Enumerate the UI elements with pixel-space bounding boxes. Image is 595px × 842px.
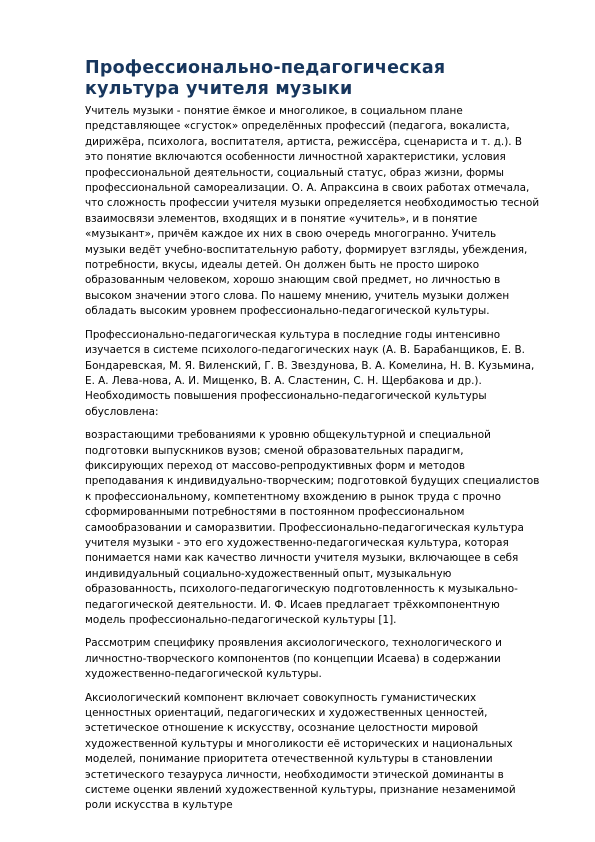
paragraph-4: Рассмотрим специфику проявления аксиологического, технологического и личностно-творческого компонентов (по концепции Исаева) в содержании художественно-педагогической культуры. (85, 637, 502, 681)
paragraph-2: Профессионально-педагогическая культура в последние годы интенсивно изучается в системе психолого-педагогических наук (А. В. Барабанщиков, Е. В. Бондаревская, М. Я. Виленский, Г. В. Звездунова, В. А. Комелина, Н. В. Кузьмина, Е. А. Лева-нова, А. И. Мищенко, В. А. Сластенин, С. Н. Щербакова и др.). Необходимость повышения профессионально-педагогической культуры обусловлена: (85, 328, 535, 418)
paragraph-5: Аксиологический компонент включает совокупность гуманистических ценностных ориентаций, педагогических и художественных ценностей, эстетическое отношение к искусству, осознание целостности мировой художественной культуры и многоликости её исторических и национальных моделей, понимание приоритета отечественной культуры в становлении эстетического тезауруса личности, необходимости этической доминанты в системе оценки явлений художественной культуры, признание незаменимой роли искусства в культуре (85, 691, 516, 812)
paragraph-3: возрастающими требованиями к уровню общекультурной и специальной подготовки выпускников вузов; сменой образовательных парадигм, фиксирующих переход от массово-репродуктивных форм и методов преподавания к индивидуально-творческим; подготовкой будущих специалистов к профессиональному, компетентному вхождению в рынок труда с прочно сформированными потребностями в постоянном профессиональном самообразовании и саморазвитии. Профессионально-педагогическая культура учителя музыки - это его художественно-педагогическая культура, которая понимается нами как качество личности учителя музыки, включающее в себя индивидуальный социально-художественный опыт, музыкальную образованность, психолого-педагогическую подготовленность к музыкально-педагогической деятельности. И. Ф. Исаев предлагает трёхкомпонентную модель профессионально-педагогической культуры [1]. (85, 429, 540, 626)
paragraph-1: Учитель музыки - понятие ёмкое и многоликое, в социальном плане представляющее «сгусток» определённых профессий (педагога, вокалиста, дирижёра, психолога, воспитателя, артиста, режиссёра, сценариста и т. д.). В это понятие включаются особенности личностной характеристики, условия профессиональной деятельности, социальный статус, образ жизни, формы профессиональной самореализации. О. А. Апраксина в своих работах отмечала, что сложность профессии учителя музыки определяется необходимостью тесной взаимосвязи элементов, входящих и в понятие «учитель», и в понятие «музыкант», причём каждое их них в свою очередь многогранно. Учитель музыки ведёт учебно-воспитательную работу, формирует взгляды, убеждения, потребности, вкусы, идеалы детей. Он должен быть не просто широко образованным человеком, хорошо знающим свой предмет, но личностью в высоком значении этого слова. По нашему мнению, учитель музыки должен обладать высоким уровнем профессионально-педагогической культуры. (85, 105, 540, 318)
document-title: Профессионально-педагогическая культура учителя музыки (85, 58, 446, 99)
